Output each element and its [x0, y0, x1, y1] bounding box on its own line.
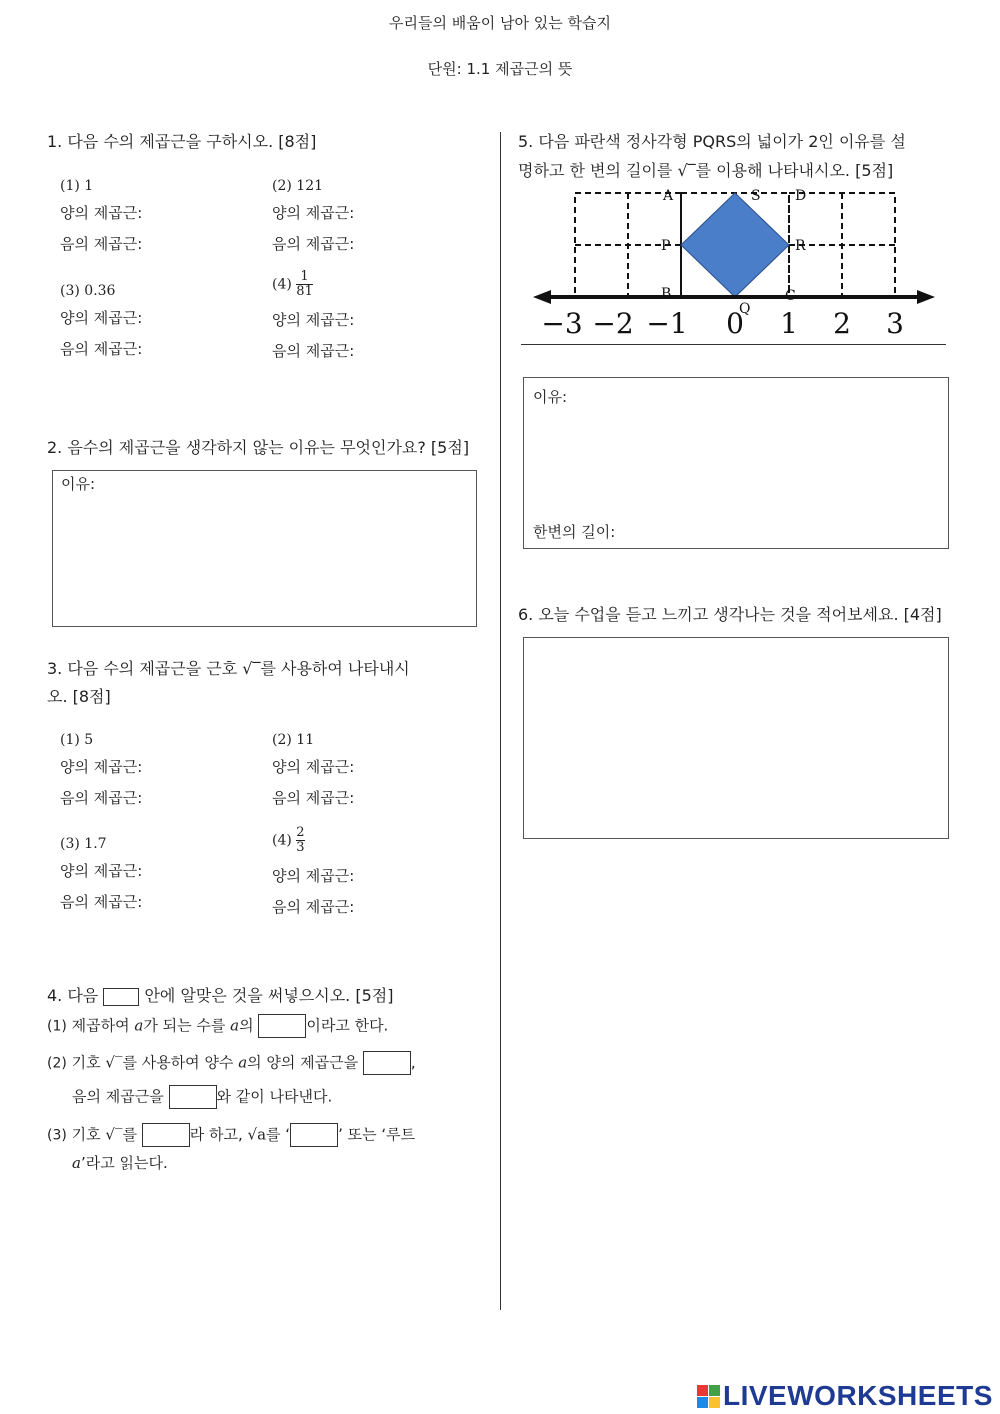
positive-root-label: 양의 제곱근: — [272, 867, 355, 885]
q6-answer-box[interactable] — [523, 637, 949, 839]
unit-title: 단원: 1.1 제곱근의 뜻 — [427, 60, 573, 78]
q3-title-line1: 3. 다음 수의 제곱근을 근호 √‾를 사용하여 나타내시 — [47, 659, 410, 678]
tick-label: 1 — [780, 307, 798, 340]
negative-root-label: 음의 제곱근: — [272, 789, 355, 807]
negative-root-label: 음의 제곱근: — [60, 893, 143, 911]
q3-title-line2: 오. [8점] — [47, 687, 111, 706]
q5-title-line1: 5. 다음 파란색 정사각형 PQRS의 넓이가 2인 이유를 설 — [518, 132, 906, 151]
q4-3b-answer-input[interactable] — [290, 1123, 338, 1147]
point-b-label: B — [661, 286, 672, 302]
tick-label: −2 — [592, 307, 634, 340]
reason-label: 이유: — [61, 475, 96, 493]
q3-item-1: (1) 5 양의 제곱근: 음의 제곱근: — [60, 732, 143, 807]
arrow-right-icon — [917, 290, 935, 304]
negative-root-label: 음의 제곱근: — [272, 898, 355, 916]
q6-title: 6. 오늘 수업을 듣고 느끼고 생각나는 것을 적어보세요. [4점] — [518, 605, 942, 624]
positive-root-label: 양의 제곱근: — [272, 758, 355, 776]
tick-label: 2 — [833, 307, 851, 340]
positive-root-label: 양의 제곱근: — [60, 758, 143, 776]
point-a-label: A — [663, 188, 674, 204]
q4-1-answer-input[interactable] — [258, 1014, 306, 1038]
fraction: $\frac{1}{81}$ — [296, 269, 313, 299]
column-divider — [500, 132, 501, 1310]
positive-root-label: 양의 제곱근: — [60, 309, 143, 327]
tick-label: −1 — [646, 307, 688, 340]
q3-item-2: (2) 11 양의 제곱근: 음의 제곱근: — [272, 732, 355, 807]
negative-root-label: 음의 제곱근: — [272, 235, 355, 253]
q4-line3: 음의 제곱근을 와 같이 나타낸다. — [72, 1085, 332, 1109]
q4-line1: (1) 제곱하여 a가 되는 수를 a의 이라고 한다. — [47, 1014, 388, 1038]
q4-2a-answer-input[interactable] — [363, 1051, 411, 1075]
negative-root-label: 음의 제곱근: — [60, 235, 143, 253]
point-p-label: P — [661, 238, 671, 254]
tick-label: −3 — [541, 307, 583, 340]
q5-title-line2: 명하고 한 변의 길이를 √‾를 이용해 나타내시오. [5점] — [518, 161, 894, 180]
blue-square-pqrs — [681, 193, 789, 297]
page-title: 우리들의 배움이 남아 있는 학습지 — [389, 14, 611, 32]
diagram-underline — [521, 344, 946, 345]
positive-root-label: 양의 제곱근: — [60, 862, 143, 880]
point-c-label: C — [785, 288, 796, 304]
q3-item-3: (3) 1.7 양의 제곱근: 음의 제곱근: — [60, 836, 143, 911]
reason-label: 이유: — [533, 388, 568, 406]
negative-root-label: 음의 제곱근: — [60, 789, 143, 807]
q4-line2: (2) 기호 √‾를 사용하여 양수 a의 양의 제곱근을 , — [47, 1051, 416, 1075]
q1-item-4: (4) $\frac{1}{81}$ 양의 제곱근: 음의 제곱근: — [272, 269, 355, 360]
q2-title: 2. 음수의 제곱근을 생각하지 않는 이유는 무엇인가요? [5점] — [47, 438, 470, 457]
q4-line5: a’라고 읽는다. — [72, 1154, 168, 1172]
negative-root-label: 음의 제곱근: — [272, 342, 355, 360]
number-line-diagram — [525, 185, 945, 345]
q4-title: 4. 다음 안에 알맞은 것을 써넣으시오. [5점] — [47, 986, 394, 1005]
logo-badge-icon — [697, 1385, 720, 1408]
q4-2b-answer-input[interactable] — [169, 1085, 217, 1109]
q5-answer-box[interactable] — [523, 377, 949, 549]
point-s-label: S — [751, 188, 761, 204]
q4-line4: (3) 기호 √‾를 라 하고, √a를 ‘ ’ 또는 ‘루트 — [47, 1123, 415, 1147]
tick-label: 0 — [726, 307, 744, 340]
negative-root-label: 음의 제곱근: — [60, 340, 143, 358]
point-d-label: D — [795, 188, 807, 204]
q3-item-4: (4) $\frac{2}{3}$ 양의 제곱근: 음의 제곱근: — [272, 825, 355, 916]
q2-answer-box[interactable] — [52, 470, 477, 627]
point-q-label: Q — [739, 301, 751, 317]
positive-root-label: 양의 제곱근: — [60, 204, 143, 222]
q1-item-2: (2) 121 양의 제곱근: 음의 제곱근: — [272, 178, 355, 253]
arrow-left-icon — [533, 290, 551, 304]
side-length-label: 한변의 길이: — [533, 523, 616, 541]
brand-text: LIVEWORKSHEETS — [723, 1380, 993, 1411]
point-r-label: R — [795, 238, 806, 254]
q1-title: 1. 다음 수의 제곱근을 구하시오. [8점] — [47, 132, 317, 151]
example-blank — [103, 988, 139, 1006]
liveworksheets-logo — [697, 1380, 993, 1412]
positive-root-label: 양의 제곱근: — [272, 311, 355, 329]
q1-item-3: (3) 0.36 양의 제곱근: 음의 제곱근: — [60, 283, 143, 358]
q1-item-1: (1) 1 양의 제곱근: 음의 제곱근: — [60, 178, 143, 253]
fraction: $\frac{2}{3}$ — [296, 825, 305, 855]
q4-3a-answer-input[interactable] — [142, 1123, 190, 1147]
tick-label: 3 — [886, 307, 904, 340]
positive-root-label: 양의 제곱근: — [272, 204, 355, 222]
